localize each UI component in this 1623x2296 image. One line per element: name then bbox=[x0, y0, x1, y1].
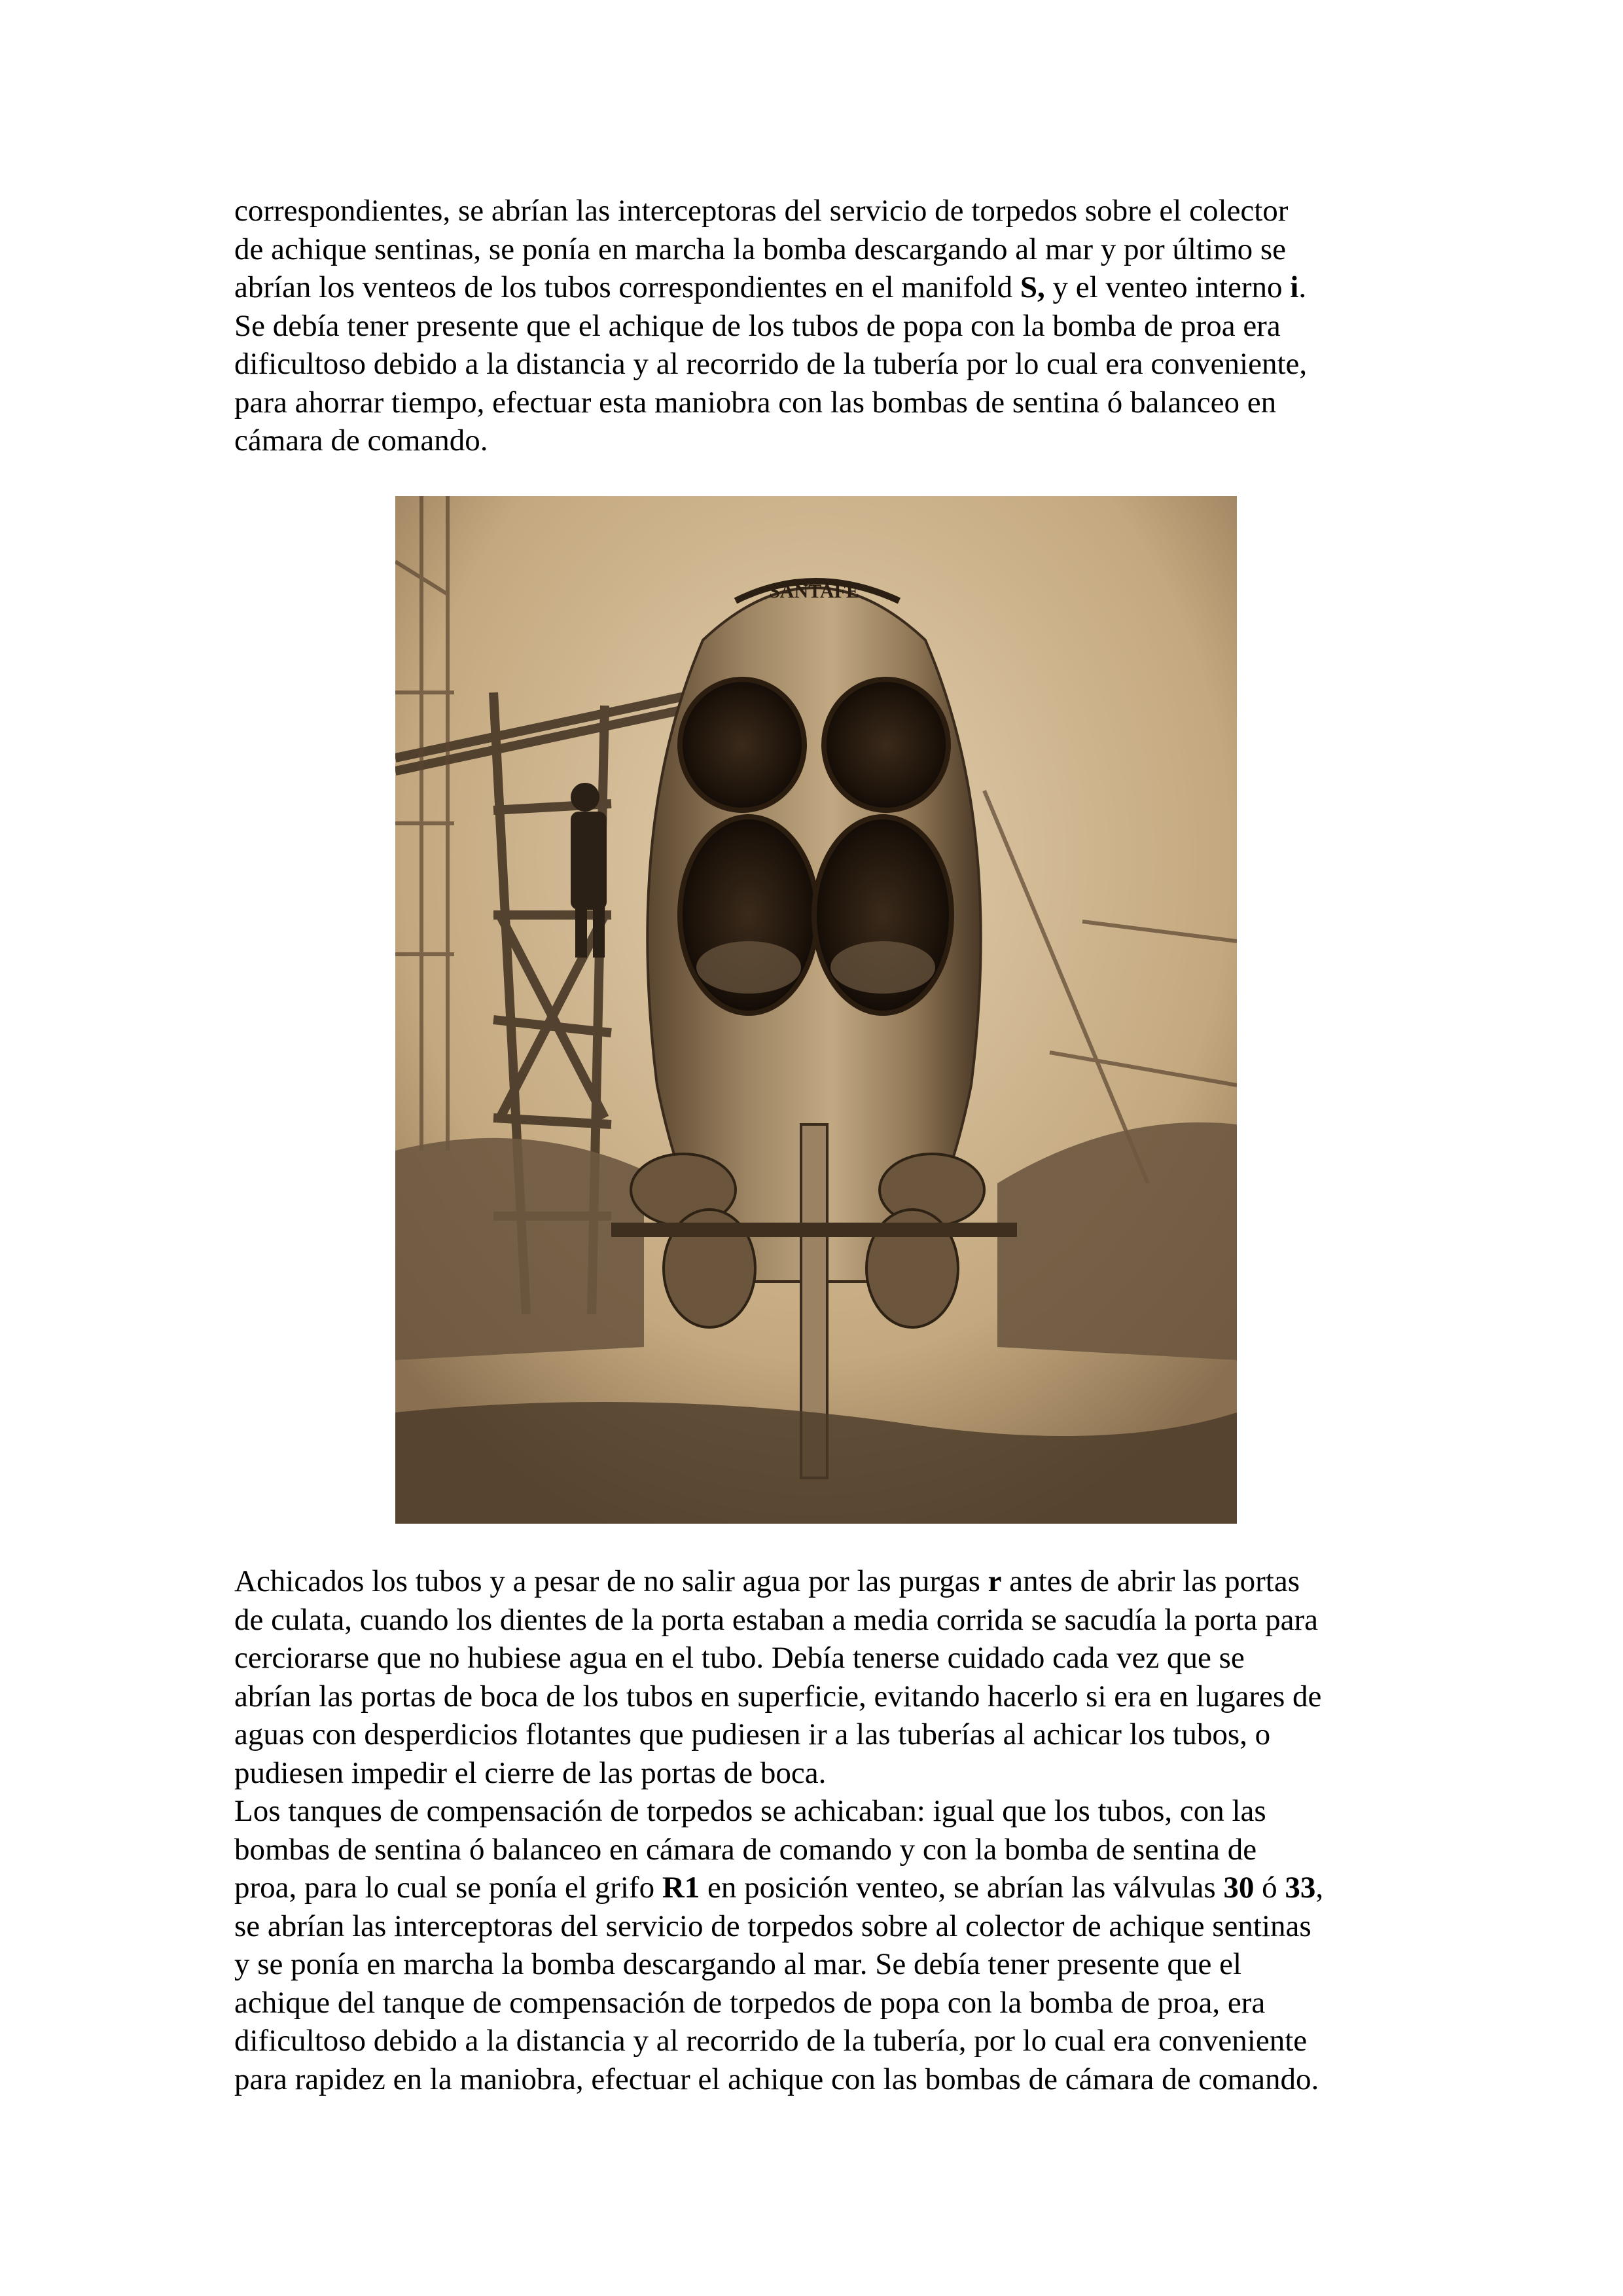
text-line: Los tanques de compensación de torpedos se achicaban: igual que los tubos, con las bbox=[234, 1794, 1266, 1828]
text-line: dificultoso debido a la distancia y al recorrido de la tubería por lo cual era conveniente, bbox=[234, 347, 1308, 381]
text-line: de culata, cuando los dientes de la porta estaban a media corrida se sacudía la porta para bbox=[234, 1602, 1319, 1637]
paragraph-bottom bbox=[234, 1562, 1406, 2098]
text-line: para ahorrar tiempo, efectuar esta maniobra con las bombas de sentina ó balanceo en bbox=[234, 385, 1277, 420]
text-segment: y el venteo interno bbox=[1044, 270, 1291, 304]
hull-lettering: SANTAFE bbox=[769, 581, 859, 602]
submarine-bow-photo-image bbox=[395, 496, 1237, 1524]
bold-reference: S, bbox=[1020, 270, 1045, 304]
bold-reference: i bbox=[1290, 270, 1299, 304]
bold-reference: 33 bbox=[1285, 1871, 1316, 1905]
bold-reference: 30 bbox=[1223, 1871, 1255, 1905]
text-line: cerciorarse que no hubiese agua en el tubo. Debía tenerse cuidado cada vez que se bbox=[234, 1641, 1245, 1675]
text-line: dificultoso debido a la distancia y al recorrido de la tubería, por lo cual era conveniente bbox=[234, 2024, 1308, 2058]
bold-reference: R1 bbox=[662, 1871, 700, 1905]
text-line: achique del tanque de compensación de torpedos de popa con la bomba de proa, era bbox=[234, 1985, 1266, 2020]
text-line: Se debía tener presente que el achique de los tubos de popa con la bomba de proa era bbox=[234, 308, 1281, 343]
text-line: cámara de comando. bbox=[234, 423, 488, 457]
text-line: pudiesen impedir el cierre de las portas de boca. bbox=[234, 1755, 827, 1790]
text-line bbox=[234, 268, 1406, 307]
text-line bbox=[234, 1869, 1406, 1907]
text-line: abrían las portas de boca de los tubos en superficie, evitando hacerlo si era en lugares de bbox=[234, 1679, 1322, 1713]
text-segment: . bbox=[1298, 270, 1307, 304]
text-line: correspondientes, se abrían las interceptoras del servicio de torpedos sobre el colector bbox=[234, 194, 1289, 228]
text-segment: en posición venteo, se abrían las válvulas bbox=[700, 1871, 1224, 1905]
text-line: y se ponía en marcha la bomba descargando al mar. Se debía tener presente que el bbox=[234, 1947, 1242, 1981]
text-line: aguas con desperdicios flotantes que pudiesen ir a las tuberías al achicar los tubos, o bbox=[234, 1717, 1271, 1751]
text-segment: , bbox=[1315, 1871, 1324, 1905]
bold-reference: r bbox=[988, 1564, 1002, 1598]
text-line: para rapidez en la maniobra, efectuar el achique con las bombas de cámara de comando. bbox=[234, 2062, 1319, 2096]
text-segment: abrían los venteos de los tubos correspondientes en el manifold bbox=[234, 270, 1020, 304]
text-segment: ó bbox=[1254, 1871, 1285, 1905]
submarine-bow-photo bbox=[395, 496, 1237, 1524]
paragraph-top bbox=[234, 192, 1406, 460]
text-segment: proa, para lo cual se ponía el grifo bbox=[234, 1871, 662, 1905]
text-line: bombas de sentina ó balanceo en cámara de comando y con la bomba de sentina de bbox=[234, 1832, 1257, 1867]
text-segment: Achicados los tubos y a pesar de no salir agua por las purgas bbox=[234, 1564, 988, 1598]
text-line: se abrían las interceptoras del servicio de torpedos sobre al colector de achique sentinas bbox=[234, 1909, 1311, 1943]
text-line: de achique sentinas, se ponía en marcha la bomba descargando al mar y por último se bbox=[234, 232, 1287, 266]
text-segment: antes de abrir las portas bbox=[1001, 1564, 1300, 1598]
text-line bbox=[234, 1562, 1406, 1601]
